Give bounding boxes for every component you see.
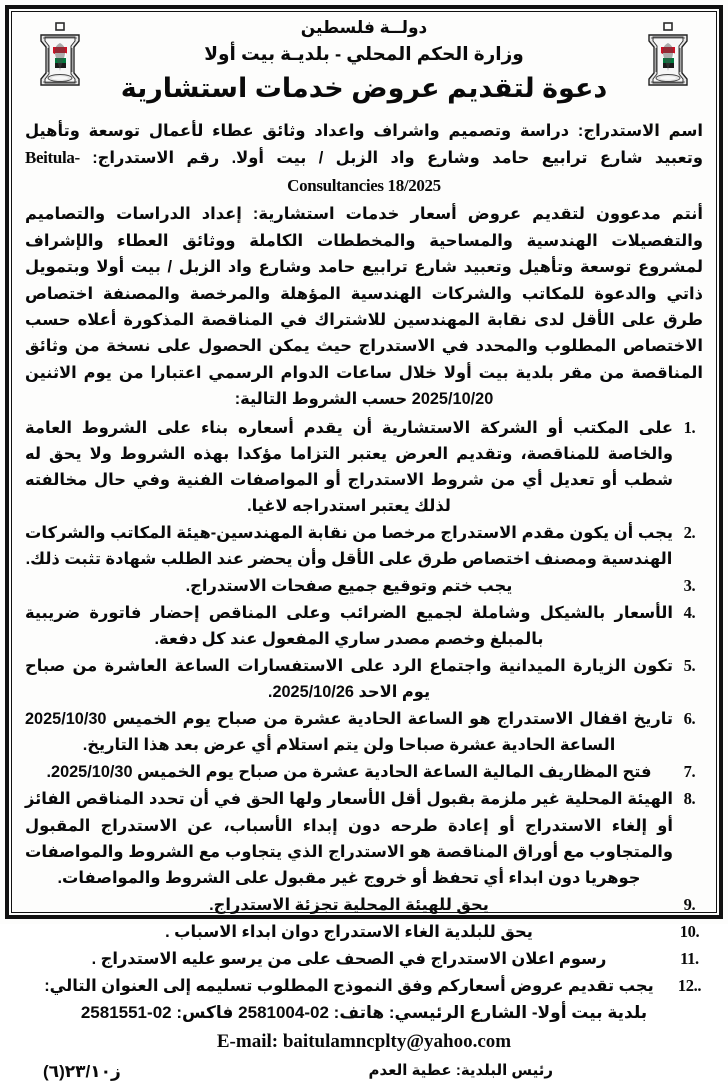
condition-item-2: [25, 520, 703, 572]
palestine-coat-of-arms-icon-right: [639, 21, 697, 97]
condition-text: تاريخ اقفال الاستدراج هو الساعة الحادية عشرة من صباح يوم الخميس 2025/10/30 الساعة الحادية عشرة صباحا ولن يتم استلام أي عرض بعد هذا التاريخ.: [25, 710, 673, 755]
condition-text: يجب أن يكون مقدم الاستدراج مرخصا من نقابة المهندسين-هيئة المكاتب والشركات الهندسية ومصنف اختصاص طرق على الأقل وأن يحضر عند الطلب شهادة تثبت ذلك.: [25, 523, 673, 568]
condition-item-9: [25, 892, 703, 918]
condition-number: 5.: [683, 656, 696, 676]
document-footer: [25, 1061, 703, 1087]
ministry-name: وزارة الحكم المحلي - بلديـة بيت أولا: [204, 42, 524, 64]
condition-text: الهيئة المحلية غير ملزمة بقبول أقل الأسعار ولها الحق في أن تحدد المناقص الفائز أو إلغاء الاستدراج أو إعادة طرحه دون إبداء الأسباب، عن الاستدراج المقبول والمتجاوب مع أوراق المناقصة هو الاستدراج الذي يتجاوب مع الشروط والمواصفات جوهريا دون ابداء أي تحفظ أو خروج غير مقبول على الشروط والمواصفات.: [25, 790, 673, 887]
condition-number: 6.: [683, 709, 696, 729]
condition-item-4: [25, 600, 703, 652]
condition-number: 1.: [683, 417, 696, 437]
condition-number: 10.: [679, 921, 700, 941]
country-name: دولــة فلسطين: [300, 18, 428, 37]
condition-number: 3.: [683, 575, 696, 595]
condition-text: تكون الزيارة الميدانية واجتماع الرد على الاستفسارات الساعة العاشرة من صباح يوم الاحد 2025/10/26.: [25, 657, 673, 702]
condition-number: 7.: [683, 762, 696, 782]
condition-item-11: [25, 946, 703, 972]
tender-name-paragraph: [25, 118, 703, 199]
header-text-block: [25, 15, 703, 106]
tender-number-label: رقم الاستدراج:: [92, 149, 220, 168]
contact-email-line: [25, 1028, 703, 1057]
condition-text: يجب ختم وتوقيع جميع صفحات الاستدراج.: [185, 576, 513, 595]
conditions-list: [25, 415, 703, 999]
contact-address: بلدية بيت أولا- الشارع الرئيسي: هاتف: 02-2581004 فاكس: 02-2581551: [80, 1002, 648, 1022]
condition-item-10: [25, 919, 703, 945]
condition-text: يحق للهيئة المحلية تجزئة الاستدراج.: [209, 895, 489, 914]
condition-text: يجب تقديم عروض أسعاركم وفق النموذج المطلوب تسليمه إلى العنوان التالي:: [44, 976, 654, 995]
condition-item-3: [25, 573, 703, 599]
condition-text: على المكتب أو الشركة الاستشارية أن يقدم أسعاره بناء على الشروط العامة والخاصة للمناقصة، وتقديم العرض يعتبر التزاما مؤكدا بهذه الشروط ولا يحق له شطب أو تعديل أي من شروط الاستدراج أو المواصفات الفنية وفي حال مخالفته لذلك يعتبر استدراجه لاغيا.: [25, 418, 674, 515]
condition-number: 12..: [677, 975, 702, 995]
document-content: [16, 13, 712, 1081]
reference-code: ز٢٣/١٠(٦): [43, 1061, 121, 1081]
condition-item-5: [25, 653, 703, 705]
condition-item-12: [25, 973, 703, 999]
tender-number-value: Beitula-Consultancies 18/2025: [25, 148, 441, 195]
mayor-signature: رئيس البلدية: عطية العدم: [368, 1061, 553, 1079]
condition-number: 4.: [683, 603, 696, 623]
tender-name-text: اسم الاستدراج: دراسة وتصميم واشراف واعداد وثائق عطاء لأعمال توسعة وتأهيل وتعبيد شارع ترابيع حامد وشارع واد الزبل / بيت أولا.: [25, 122, 703, 168]
condition-number: 11.: [680, 948, 699, 968]
condition-text: الأسعار بالشيكل وشاملة لجميع الضرائب وعلى المناقص إحضار فاتورة ضريبية بالمبلغ وخصم مصدر ساري المفعول عند كل دفعة.: [25, 604, 673, 649]
email-address[interactable]: baitulamncplty@yahoo.com: [282, 1031, 512, 1053]
email-label: E-mail:: [216, 1031, 279, 1053]
page-title: دعوة لتقديم عروض خدمات استشارية: [120, 72, 608, 103]
condition-number: 2.: [683, 522, 696, 542]
document-header: [25, 15, 703, 119]
palestine-coat-of-arms-icon-left: [31, 21, 89, 97]
condition-text: فتح المظاريف المالية الساعة الحادية عشرة من صباح يوم الخميس 2025/10/30.: [46, 763, 652, 782]
intro-paragraph: أنتم مدعوون لتقديم عروض أسعار خدمات استشارية: إعداد الدراسات والتصاميم والتفصيلات الهندسية والمساحية والمخططات الكاملة ووثائق العطاء والإشراف لمشروع توسعة وتأهيل وتعبيد شارع ترابيع حامد وشارع واد الزبل / بيت أولا وبتمويل ذاتي والدعوة للمكاتب والشركات الهندسية المؤهلة والمرخصة والمصنفة اختصاص طرق على الأقل لدى نقابة المهندسين للاشتراك في المناقصة المذكورة أعلاه حسب الاختصاص المطلوب والمحدد في الاستدراج حيث يمكن الحصول على نسخة من وثائق المناقصة من مقر بلدية بيت أولا خلال ساعات الدوام الرسمي اعتبارا من يوم الاثنين 2025/10/20 حسب الشروط التالية:: [25, 205, 703, 409]
condition-text: يحق للبلدية الغاء الاستدراج دوان ابداء الاسباب .: [165, 922, 533, 941]
condition-number: 8.: [683, 789, 696, 809]
condition-item-6: [25, 706, 703, 758]
condition-text: رسوم اعلان الاستدراج في الصحف على من يرسو عليه الاستدراج .: [91, 949, 607, 968]
condition-item-8: [25, 786, 703, 890]
condition-number: 9.: [683, 894, 696, 914]
condition-item-7: [25, 759, 703, 785]
condition-item-1: [25, 415, 703, 519]
